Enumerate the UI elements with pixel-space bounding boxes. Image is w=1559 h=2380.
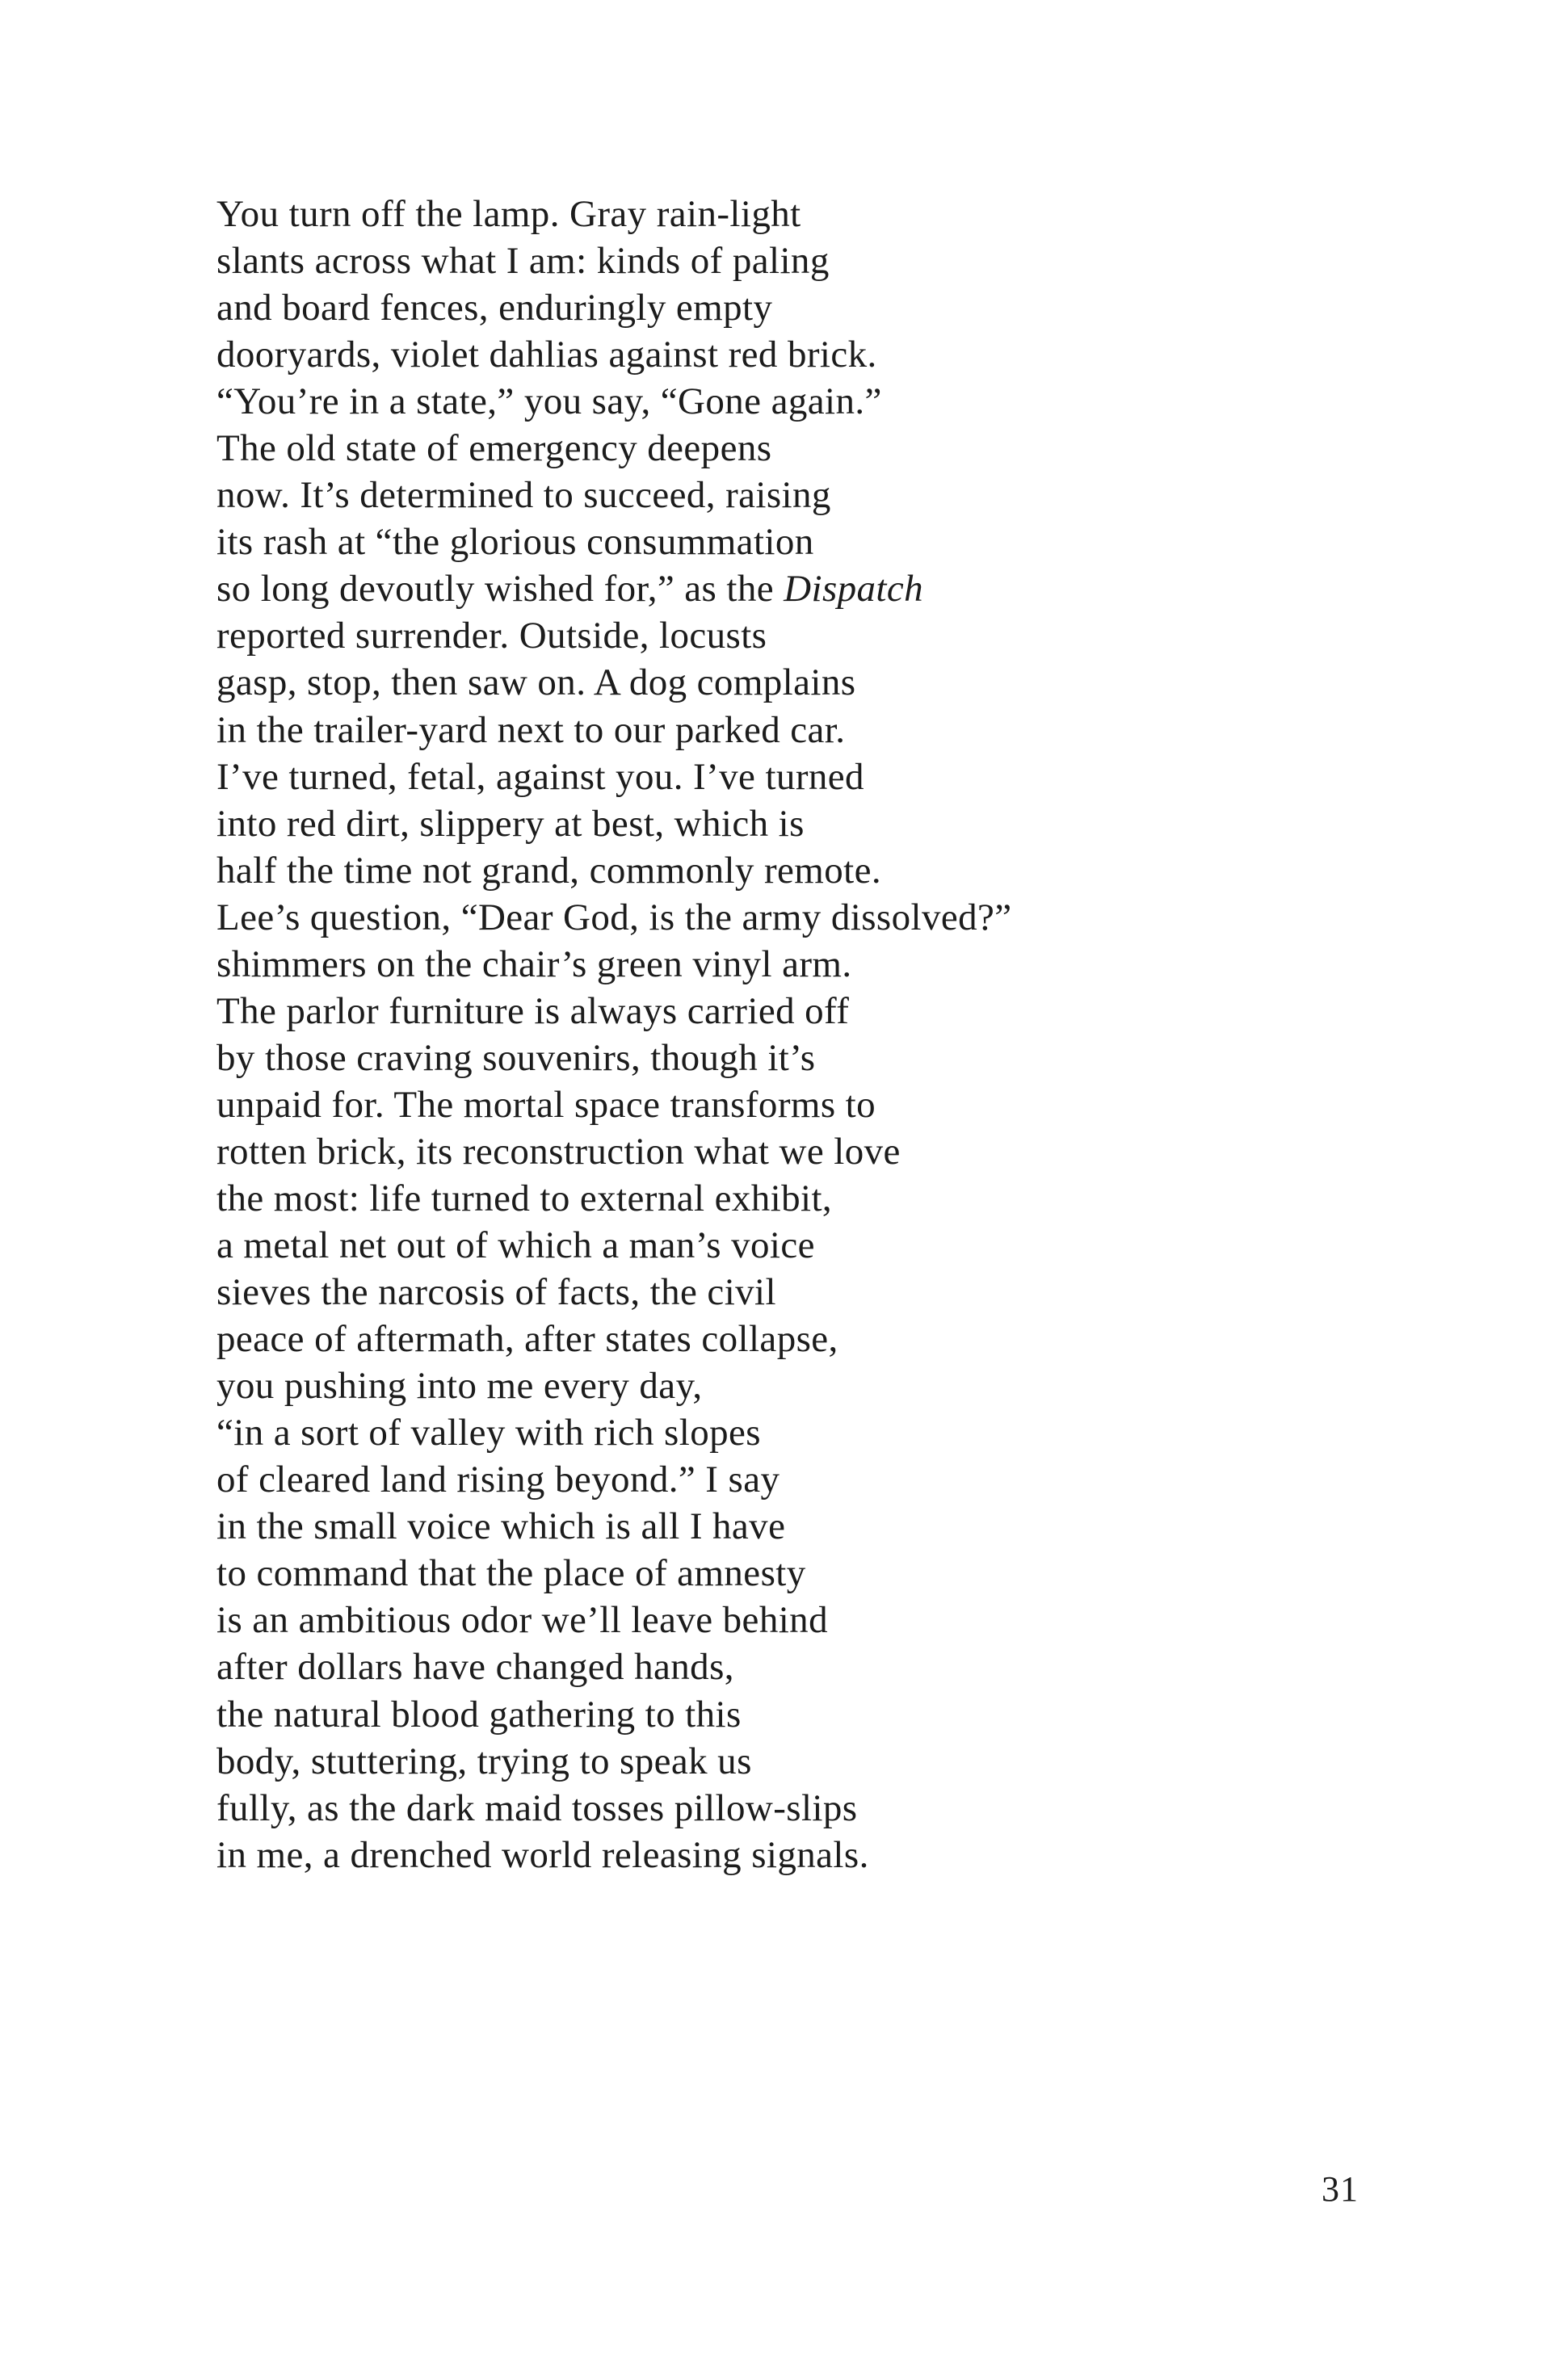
poem-line-with-italic xyxy=(216,565,1347,612)
poem-line: “in a sort of valley with rich slopes xyxy=(216,1412,761,1454)
poem-text xyxy=(216,191,1347,1878)
poem-line: you pushing into me every day, xyxy=(216,1365,703,1408)
poem-line: to command that the place of amnesty xyxy=(216,1552,806,1595)
poem-line: in the small voice which is all I have xyxy=(216,1505,786,1548)
poem-line: unpaid for. The mortal space transforms to xyxy=(216,1083,876,1126)
poem-line: You turn off the lamp. Gray rain-light xyxy=(216,193,801,235)
poem-line: the most: life turned to external exhibit, xyxy=(216,1177,833,1219)
poem-line: dooryards, violet dahlias against red brick. xyxy=(216,334,877,376)
poem-line: “You’re in a state,” you say, “Gone again.” xyxy=(216,380,882,423)
poem-line: Lee’s question, “Dear God, is the army dissolved?” xyxy=(216,896,1012,938)
poem-line: slants across what I am: kinds of paling xyxy=(216,240,830,283)
poem-line: the natural blood gathering to this xyxy=(216,1693,742,1736)
poem-line: gasp, stop, then saw on. A dog complains xyxy=(216,661,856,704)
poem-line: is an ambitious odor we’ll leave behind xyxy=(216,1599,828,1642)
poem-line: in the trailer-yard next to our parked car. xyxy=(216,708,846,751)
poem-line: its rash at “the glorious consummation xyxy=(216,521,814,564)
poem-line: shimmers on the chair’s green vinyl arm. xyxy=(216,942,852,985)
poem-line: of cleared land rising beyond.” I say xyxy=(216,1459,780,1501)
poem-line: after dollars have changed hands, xyxy=(216,1646,734,1689)
newspaper-title: Dispatch xyxy=(784,568,924,611)
poem-line: The parlor furniture is always carried off xyxy=(216,989,850,1032)
poem-line: and board fences, enduringly empty xyxy=(216,287,773,330)
poem-line: half the time not grand, commonly remote. xyxy=(216,849,882,892)
poem-line-text: so long devoutly wished for,” as the xyxy=(216,568,784,611)
poem-line: I’ve turned, fetal, against you. I’ve turned xyxy=(216,755,864,798)
poem-line: rotten brick, its reconstruction what we love xyxy=(216,1130,901,1173)
poem-line: in me, a drenched world releasing signals. xyxy=(216,1833,869,1876)
poem-line: sieves the narcosis of facts, the civil xyxy=(216,1271,776,1314)
poem-line: now. It’s determined to succeed, raising xyxy=(216,474,831,517)
poem-line: body, stuttering, trying to speak us xyxy=(216,1740,752,1782)
poem-line: reported surrender. Outside, locusts xyxy=(216,615,767,657)
poem-line: fully, as the dark maid tosses pillow-slips xyxy=(216,1786,858,1829)
poem-line: a metal net out of which a man’s voice xyxy=(216,1224,815,1267)
page-number: 31 xyxy=(1322,2169,1359,2209)
poem-line: The old state of emergency deepens xyxy=(216,427,772,470)
poem-line: into red dirt, slippery at best, which is xyxy=(216,802,805,845)
poem-line: peace of aftermath, after states collapse, xyxy=(216,1318,838,1361)
poem-line: by those craving souvenirs, though it’s xyxy=(216,1036,816,1079)
